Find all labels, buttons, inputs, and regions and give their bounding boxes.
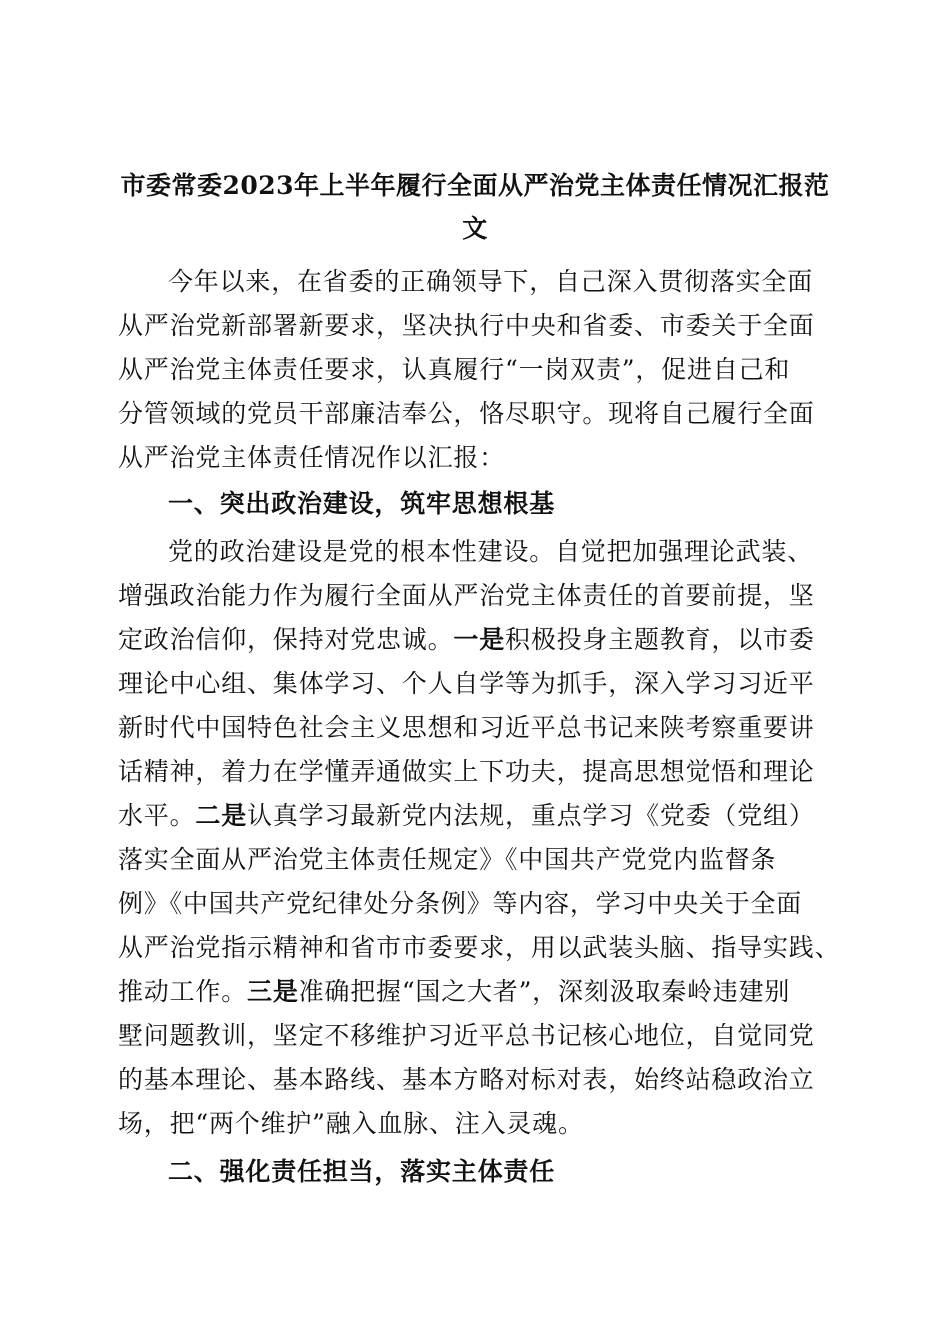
section-1-line-1: 党的政治建设是党的根本性建设。自觉把加强理论武装、 — [168, 537, 814, 566]
section-1-line-3 — [118, 620, 815, 660]
intro-line-3: 从严治党主体责任要求，认真履行“一岗双责”，促进自己和 — [118, 355, 791, 384]
intro-line-2: 从严治党新部署新要求，坚决执行中央和省委、市委关于全面 — [118, 311, 815, 340]
section-1-line-4: 理论中心组、集体学习、个人自学等为抓手，深入学习习近平 — [118, 669, 815, 698]
text-run: 水平。 — [118, 801, 196, 830]
intro-line-5: 从严治党主体责任情况作以汇报： — [118, 443, 506, 472]
section-2-heading: 二、强化责任担当，落实主体责任 — [168, 1157, 556, 1186]
section-1-line-14: 场，把“两个维护”融入血脉、注入灵魂。 — [118, 1109, 584, 1138]
section-1-line-11 — [118, 972, 790, 1012]
section-1-line-9: 例》《中国共产党纪律处分条例》等内容，学习中央关于全面 — [118, 889, 803, 918]
document-title-line-2: 文 — [462, 214, 488, 243]
section-1-line-13: 的基本理论、基本路线、基本方略对标对表，始终站稳政治立 — [118, 1065, 815, 1094]
section-1-line-10: 从严治党指示精神和省市市委要求，用以武装头脑、指导实践、 — [118, 933, 841, 962]
emphasis-second: 二是 — [195, 801, 248, 830]
section-1-line-12: 墅问题教训，坚定不移维护习近平总书记核心地位，自觉同党 — [118, 1021, 815, 1050]
section-1-line-2: 增强政治能力作为履行全面从严治党主体责任的首要前提，坚 — [118, 581, 815, 610]
section-1-line-8: 落实全面从严治党主体责任规定》《中国共产党党内监督条 — [118, 845, 777, 874]
section-1-heading: 一、突出政治建设，筑牢思想根基 — [168, 489, 556, 518]
text-run: 积极投身主题教育，以市委 — [505, 625, 815, 654]
text-run: 认真学习最新党内法规，重点学习《党委（党组） — [247, 801, 815, 830]
text-run: 定政治信仰，保持对党忠诚。 — [118, 625, 454, 654]
document-title-line-1: 市委常委2023年上半年履行全面从严治党主体责任情况汇报范 — [120, 171, 830, 200]
intro-line-4: 分管领域的党员干部廉洁奉公，恪尽职守。现将自己履行全面 — [118, 399, 815, 428]
text-run: 准确把握“国之大者”，深刻汲取秦岭违建别 — [298, 977, 791, 1006]
emphasis-first: 一是 — [453, 625, 506, 654]
section-1-line-7 — [118, 796, 815, 836]
intro-line-1: 今年以来，在省委的正确领导下，自己深入贯彻落实全面 — [168, 267, 814, 296]
emphasis-third: 三是 — [247, 977, 299, 1006]
section-1-line-6: 话精神，着力在学懂弄通做实上下功夫，提高思想觉悟和理论 — [118, 757, 815, 786]
section-1-line-5: 新时代中国特色社会主义思想和习近平总书记来陕考察重要讲 — [118, 713, 815, 742]
text-run: 推动工作。 — [118, 977, 248, 1006]
